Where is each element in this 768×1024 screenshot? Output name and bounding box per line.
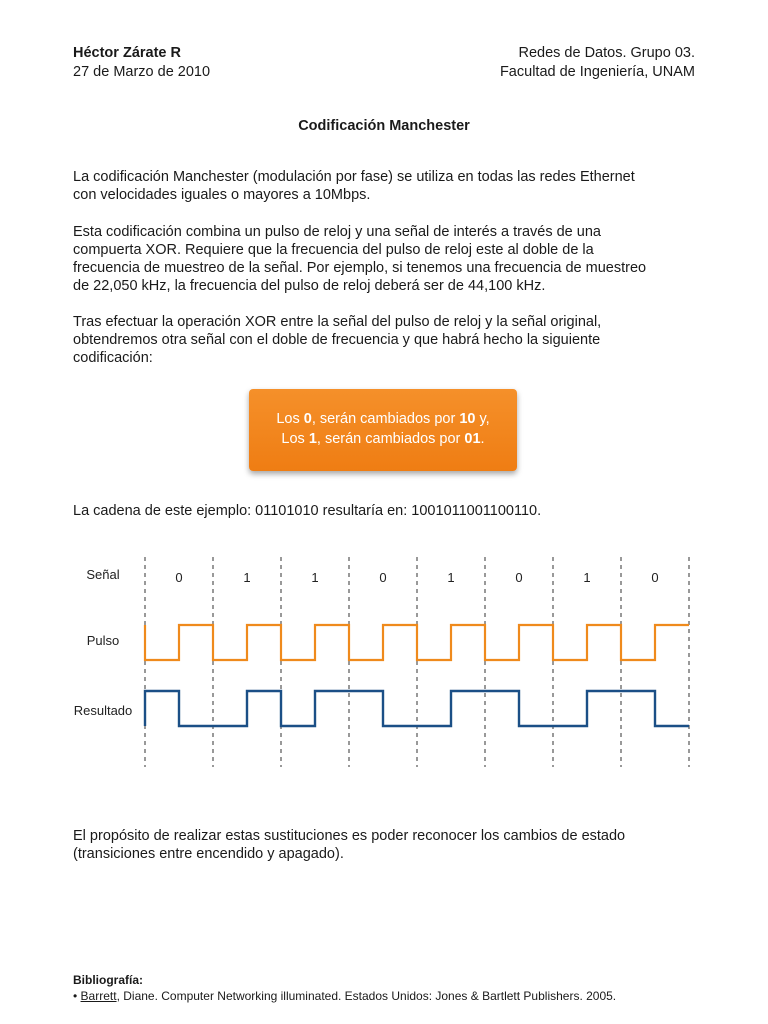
paragraph-line: Tras efectuar la operación XOR entre la señal del pulso de reloj y la señal original, [73, 314, 602, 330]
callout-text: y, [475, 411, 490, 427]
paragraph-line: codificación: [73, 350, 153, 366]
faculty-name: Facultad de Ingeniería, UNAM [499, 64, 695, 80]
bit-value: 0 [379, 570, 387, 585]
reference-text: , Diane. Computer Networking illuminated. Estados Unidos: Jones & Bartlett Publishers. 2005. [116, 989, 617, 1003]
pulse-waveform [145, 625, 689, 660]
paragraph-clock [73, 223, 713, 295]
row-label-result: Resultado [73, 703, 133, 718]
paragraph-purpose [73, 827, 713, 863]
bibliography [73, 972, 616, 1004]
callout-line-one [249, 429, 517, 449]
paragraph-line: obtendremos otra señal con el doble de frecuencia y que habrá hecho la siguiente [73, 332, 601, 348]
paragraph-line: Esta codificación combina un pulso de reloj y una señal de interés a través de una [73, 224, 601, 240]
paragraph-line: (transiciones entre encendido y apagado). [73, 846, 344, 862]
callout-text: , serán cambiados por [311, 411, 460, 427]
paragraph-line: El propósito de realizar estas sustituciones es poder reconocer los cambios de estado [73, 828, 626, 844]
manchester-timing-diagram [0, 545, 768, 775]
callout-text: Los [281, 431, 309, 447]
paragraph-line: compuerta XOR. Requiere que la frecuencia del pulso de reloj este al doble de la [73, 242, 594, 258]
callout-text: Los [276, 411, 304, 427]
bit-value: 1 [243, 570, 251, 585]
callout-bold: 10 [459, 411, 476, 427]
bit-value: 1 [311, 570, 319, 585]
bit-value: 0 [175, 570, 183, 585]
row-label-pulse: Pulso [86, 633, 120, 648]
encoding-rule-callout [249, 389, 517, 471]
paragraph-intro [73, 168, 713, 204]
document-date: 27 de Marzo de 2010 [73, 64, 211, 80]
author-link[interactable]: Barrett [80, 989, 117, 1003]
bit-value: 0 [651, 570, 659, 585]
bullet: • [73, 989, 81, 1003]
bibliography-heading: Bibliografía: [73, 973, 144, 987]
page-title: Codificación Manchester [298, 118, 470, 134]
callout-text: . [480, 431, 485, 447]
paragraph-xor [73, 313, 713, 367]
paragraph-line: La codificación Manchester (modulación por fase) se utiliza en todas las redes Ethernet [73, 169, 635, 185]
callout-text: , serán cambiados por [316, 431, 465, 447]
row-label-signal: Señal [86, 567, 120, 582]
bit-value: 1 [447, 570, 455, 585]
bibliography-entry [73, 988, 616, 1004]
paragraph-line: de 22,050 kHz, la frecuencia del pulso de reloj deberá ser de 44,100 kHz. [73, 278, 546, 294]
callout-bold: 0 [303, 411, 312, 427]
course-name: Redes de Datos. Grupo 03. [518, 45, 695, 61]
author-name: Héctor Zárate R [73, 45, 181, 61]
callout-bold: 01 [464, 431, 481, 447]
paragraph-line: con velocidades iguales o mayores a 10Mbps. [73, 187, 371, 203]
paragraph-line: frecuencia de muestreo de la señal. Por ejemplo, si tenemos una frecuencia de muestreo [73, 260, 647, 276]
bit-value: 0 [515, 570, 523, 585]
example-sentence: La cadena de este ejemplo: 01101010 resultaría en: 1001011001100110. [73, 503, 542, 519]
callout-bold: 1 [308, 431, 317, 447]
callout-line-zero [249, 409, 517, 429]
bit-value: 1 [583, 570, 591, 585]
